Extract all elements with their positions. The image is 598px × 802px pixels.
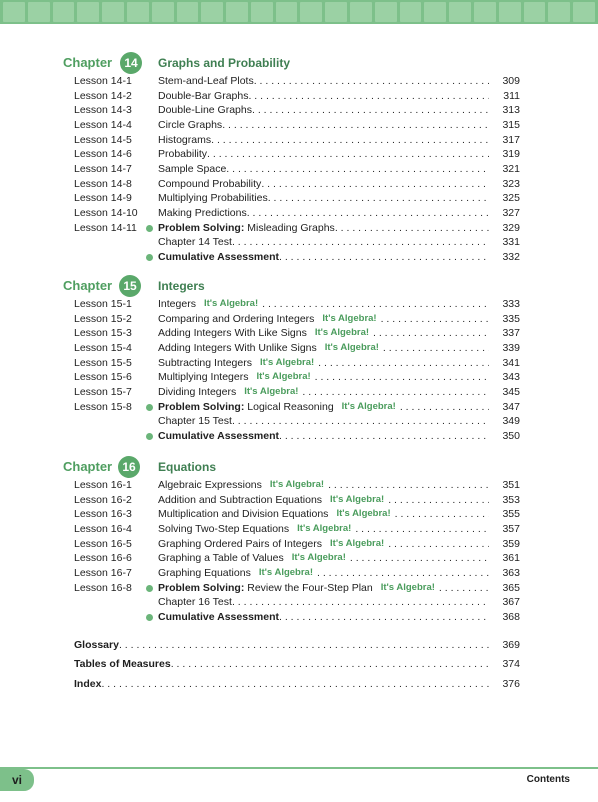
lesson-number: Lesson 14-2 bbox=[74, 89, 132, 102]
dot-leader bbox=[355, 523, 489, 535]
lesson-title: Multiplying Probabilities bbox=[158, 192, 268, 205]
dot-leader bbox=[262, 298, 489, 310]
dot-leader bbox=[254, 75, 489, 87]
page-number: 317 bbox=[502, 133, 520, 146]
lesson-title-wrap bbox=[158, 611, 279, 623]
lesson-number: Lesson 15-6 bbox=[74, 371, 132, 384]
lesson-title: Addition and Subtraction Equations bbox=[158, 493, 323, 506]
lesson-entry bbox=[158, 222, 489, 234]
green-bullet-icon bbox=[146, 404, 153, 411]
its-algebra-tag: It's Algebra! bbox=[297, 522, 352, 534]
lesson-title-wrap bbox=[158, 313, 314, 325]
lesson-entry bbox=[158, 236, 489, 248]
lesson-title-wrap bbox=[158, 163, 226, 175]
toc-row[interactable] bbox=[0, 222, 598, 237]
lesson-title: Logical Reasoning bbox=[244, 400, 334, 413]
lesson-number: Lesson 15-4 bbox=[74, 341, 132, 354]
lesson-number: Lesson 16-3 bbox=[74, 508, 132, 521]
page-number: 350 bbox=[502, 429, 520, 442]
lesson-emphasis: Problem Solving: bbox=[158, 581, 245, 594]
dot-leader bbox=[279, 430, 489, 442]
page-number: 325 bbox=[502, 192, 520, 205]
toc-row[interactable] bbox=[0, 134, 598, 149]
footer-rule bbox=[0, 767, 598, 802]
its-algebra-tag: It's Algebra! bbox=[322, 312, 377, 324]
toc-row[interactable] bbox=[0, 236, 598, 251]
lesson-entry bbox=[158, 148, 489, 160]
chapter-title: Integers bbox=[158, 279, 205, 293]
page-number: 339 bbox=[502, 341, 520, 354]
toc-row[interactable] bbox=[0, 327, 598, 342]
toc-row[interactable] bbox=[0, 552, 598, 567]
toc-row[interactable] bbox=[0, 538, 598, 553]
green-bullet-icon bbox=[146, 254, 153, 261]
back-matter-row[interactable] bbox=[0, 658, 598, 673]
lesson-title-wrap bbox=[158, 104, 252, 116]
lesson-entry bbox=[158, 415, 489, 427]
lesson-number: Lesson 14-11 bbox=[74, 221, 137, 234]
its-algebra-tag: It's Algebra! bbox=[341, 400, 396, 412]
lesson-title-wrap bbox=[158, 415, 232, 427]
green-bullet-icon bbox=[146, 614, 153, 621]
lesson-entry bbox=[158, 508, 489, 520]
lesson-title: Comparing and Ordering Integers bbox=[158, 312, 315, 325]
green-bullet-icon bbox=[146, 433, 153, 440]
back-matter-row[interactable] bbox=[0, 678, 598, 693]
dot-leader bbox=[318, 357, 489, 369]
its-algebra-tag: It's Algebra! bbox=[291, 552, 346, 564]
footer-section-label: Contents bbox=[526, 774, 570, 785]
page-number: 349 bbox=[502, 415, 520, 428]
page-number: 335 bbox=[502, 312, 520, 325]
lesson-entry bbox=[158, 386, 489, 398]
lesson-title-wrap bbox=[158, 552, 284, 564]
its-algebra-tag: It's Algebra! bbox=[244, 385, 299, 397]
toc-row[interactable] bbox=[0, 357, 598, 372]
lesson-entry bbox=[158, 552, 489, 564]
lesson-number: Lesson 16-5 bbox=[74, 537, 132, 550]
lesson-entry bbox=[158, 567, 489, 579]
toc-row[interactable] bbox=[0, 119, 598, 134]
dot-leader bbox=[335, 222, 489, 234]
lesson-number: Lesson 14-5 bbox=[74, 133, 132, 146]
lesson-entry bbox=[158, 494, 489, 506]
lesson-number: Lesson 14-7 bbox=[74, 162, 132, 175]
toc-row[interactable] bbox=[0, 251, 598, 266]
lesson-title: Chapter 15 Test bbox=[158, 415, 232, 428]
lesson-title-wrap bbox=[158, 494, 322, 506]
top-decorative-band bbox=[0, 0, 598, 24]
page-number: 355 bbox=[502, 508, 520, 521]
page-number: 329 bbox=[502, 221, 520, 234]
toc-row[interactable] bbox=[0, 192, 598, 207]
dot-leader bbox=[328, 479, 489, 491]
lesson-entry bbox=[158, 163, 489, 175]
page-number-badge: vi bbox=[0, 769, 34, 791]
lesson-title-wrap bbox=[158, 401, 334, 413]
lesson-entry bbox=[158, 251, 489, 263]
dot-leader bbox=[248, 90, 489, 102]
lesson-entry bbox=[158, 327, 489, 339]
lesson-title-wrap bbox=[158, 192, 268, 204]
dot-leader bbox=[302, 386, 489, 398]
lesson-title-wrap bbox=[158, 508, 328, 520]
page-number: 351 bbox=[502, 479, 520, 491]
dot-leader bbox=[171, 658, 489, 670]
dot-leader bbox=[252, 104, 489, 116]
page-number: 369 bbox=[502, 639, 520, 651]
its-algebra-tag: It's Algebra! bbox=[203, 298, 259, 309]
back-matter-title: Tables of Measures bbox=[74, 658, 171, 670]
lesson-number: Lesson 15-5 bbox=[74, 356, 132, 369]
lesson-emphasis: Cumulative Assessment bbox=[158, 610, 279, 623]
dot-leader bbox=[350, 552, 489, 564]
back-matter-entry bbox=[74, 639, 489, 651]
toc-row[interactable] bbox=[0, 207, 598, 222]
lesson-title-wrap bbox=[158, 538, 322, 550]
toc-row[interactable] bbox=[0, 313, 598, 328]
dot-leader bbox=[388, 494, 489, 506]
lesson-number: Lesson 14-8 bbox=[74, 177, 132, 190]
lesson-number: Lesson 15-1 bbox=[74, 298, 132, 310]
lesson-title: Compound Probability bbox=[158, 177, 262, 190]
lesson-title-wrap bbox=[158, 207, 247, 219]
back-matter-entry bbox=[74, 658, 489, 670]
lesson-title: Double-Bar Graphs bbox=[158, 89, 249, 102]
page-number: 347 bbox=[502, 400, 520, 413]
dot-leader bbox=[373, 327, 489, 339]
lesson-title: Double-Line Graphs bbox=[158, 104, 252, 117]
back-matter-entry bbox=[74, 678, 489, 690]
chapter-heading bbox=[0, 52, 598, 74]
lesson-emphasis: Problem Solving: bbox=[158, 400, 245, 413]
its-algebra-tag: It's Algebra! bbox=[256, 371, 311, 383]
lesson-title: Making Predictions bbox=[158, 206, 247, 219]
lesson-title: Chapter 14 Test bbox=[158, 236, 232, 249]
lesson-title: Sample Space bbox=[158, 162, 227, 175]
page-number: 332 bbox=[502, 250, 520, 263]
toc-row[interactable] bbox=[0, 415, 598, 430]
dot-leader bbox=[119, 639, 489, 651]
page-number: 376 bbox=[502, 678, 520, 690]
dot-leader bbox=[226, 163, 489, 175]
lesson-entry bbox=[158, 342, 489, 354]
lesson-title-wrap bbox=[158, 327, 307, 339]
page-number: 327 bbox=[502, 206, 520, 219]
dot-leader bbox=[101, 678, 489, 690]
lesson-number: Lesson 14-3 bbox=[74, 104, 132, 117]
lesson-entry bbox=[158, 430, 489, 442]
lesson-title: Graphing a Table of Values bbox=[158, 552, 284, 565]
dot-leader bbox=[400, 401, 489, 413]
lesson-number: Lesson 16-4 bbox=[74, 522, 132, 535]
toc-row[interactable] bbox=[0, 75, 598, 90]
page-number: 361 bbox=[502, 552, 520, 565]
page-number: 333 bbox=[502, 298, 520, 310]
back-matter-row[interactable] bbox=[0, 639, 598, 654]
dot-leader bbox=[232, 596, 489, 608]
page-number: 367 bbox=[502, 596, 520, 609]
toc-row[interactable] bbox=[0, 523, 598, 538]
toc-row[interactable] bbox=[0, 104, 598, 119]
toc-row[interactable] bbox=[0, 494, 598, 509]
lesson-title-wrap bbox=[158, 357, 252, 369]
lesson-number: Lesson 14-10 bbox=[74, 206, 138, 219]
chapter-number-badge: 16 bbox=[118, 456, 140, 478]
back-matter-title: Glossary bbox=[74, 639, 119, 651]
lesson-title: Integers bbox=[158, 298, 196, 310]
dot-leader bbox=[317, 567, 489, 579]
lesson-title-wrap bbox=[158, 596, 232, 608]
page-number: 319 bbox=[502, 148, 520, 161]
lesson-title: Histograms bbox=[158, 133, 212, 146]
lesson-title-wrap bbox=[158, 523, 289, 535]
lesson-entry bbox=[158, 75, 489, 87]
toc-row[interactable] bbox=[0, 342, 598, 357]
toc-row[interactable] bbox=[0, 430, 598, 445]
lesson-number: Lesson 15-8 bbox=[74, 400, 132, 413]
dot-leader bbox=[315, 371, 489, 383]
page-number: 343 bbox=[502, 371, 520, 384]
page-number: 309 bbox=[502, 75, 520, 87]
lesson-entry bbox=[158, 357, 489, 369]
lesson-emphasis: Cumulative Assessment bbox=[158, 250, 279, 263]
lesson-title-wrap bbox=[158, 75, 254, 87]
dot-leader bbox=[279, 251, 489, 263]
lesson-entry bbox=[158, 371, 489, 383]
lesson-title: Probability bbox=[158, 148, 208, 161]
lesson-number: Lesson 16-6 bbox=[74, 552, 132, 565]
dot-leader bbox=[247, 207, 489, 219]
page-number: 321 bbox=[502, 162, 520, 175]
toc-row[interactable] bbox=[0, 298, 598, 313]
page-number: 331 bbox=[502, 236, 520, 249]
lesson-number: Lesson 15-2 bbox=[74, 312, 132, 325]
lesson-title: Multiplication and Division Equations bbox=[158, 508, 329, 521]
lesson-title-wrap bbox=[158, 386, 236, 398]
lesson-entry bbox=[158, 313, 489, 325]
lesson-number: Lesson 16-2 bbox=[74, 493, 132, 506]
green-bullet-icon bbox=[146, 585, 153, 592]
dot-leader bbox=[279, 611, 489, 623]
lesson-entry bbox=[158, 207, 489, 219]
lesson-title: Graphing Ordered Pairs of Integers bbox=[158, 537, 323, 550]
its-algebra-tag: It's Algebra! bbox=[330, 493, 385, 505]
lesson-entry bbox=[158, 611, 489, 623]
lesson-title: Graphing Equations bbox=[158, 566, 251, 579]
lesson-title-wrap bbox=[158, 342, 317, 354]
toc-row[interactable] bbox=[0, 508, 598, 523]
its-algebra-tag: It's Algebra! bbox=[259, 356, 315, 368]
chapter-number-badge: 15 bbox=[119, 275, 141, 297]
lesson-title-wrap bbox=[158, 90, 248, 102]
lesson-entry bbox=[158, 401, 489, 413]
lesson-title: Adding Integers With Like Signs bbox=[158, 327, 307, 340]
chapter-title: Equations bbox=[158, 460, 217, 474]
lesson-entry bbox=[158, 192, 489, 204]
lesson-number: Lesson 14-4 bbox=[74, 118, 132, 131]
its-algebra-tag: It's Algebra! bbox=[324, 341, 379, 353]
page-number: 337 bbox=[502, 327, 520, 340]
page-number: 368 bbox=[502, 610, 520, 623]
lesson-entry bbox=[158, 596, 489, 608]
lesson-title-wrap bbox=[158, 222, 335, 234]
page-number: 365 bbox=[502, 581, 520, 594]
dot-leader bbox=[439, 582, 489, 594]
lesson-title: Review the Four-Step Plan bbox=[244, 581, 373, 594]
dot-leader bbox=[211, 134, 489, 146]
dot-leader bbox=[268, 192, 489, 204]
lesson-entry bbox=[158, 104, 489, 116]
page-number: 353 bbox=[502, 493, 520, 506]
lesson-entry bbox=[158, 523, 489, 535]
toc-row[interactable] bbox=[0, 596, 598, 611]
lesson-entry bbox=[158, 90, 489, 102]
lesson-number: Lesson 14-6 bbox=[74, 148, 132, 161]
lesson-title: Adding Integers With Unlike Signs bbox=[158, 341, 317, 354]
chapter-word: Chapter bbox=[63, 278, 113, 293]
lesson-title: Dividing Integers bbox=[158, 385, 237, 398]
dot-leader bbox=[383, 342, 489, 354]
page-number: 323 bbox=[502, 177, 520, 190]
lesson-title: Multiplying Integers bbox=[158, 371, 249, 384]
toc-row[interactable] bbox=[0, 567, 598, 582]
page-number: 374 bbox=[502, 658, 520, 670]
page-number: 359 bbox=[502, 537, 520, 550]
lesson-entry bbox=[158, 134, 489, 146]
lesson-emphasis: Problem Solving: bbox=[158, 221, 245, 234]
its-algebra-tag: It's Algebra! bbox=[314, 327, 370, 339]
lesson-title-wrap bbox=[158, 251, 279, 263]
toc-row[interactable] bbox=[0, 401, 598, 416]
lesson-entry bbox=[158, 479, 489, 491]
lesson-title: Circle Graphs bbox=[158, 118, 223, 131]
toc-row[interactable] bbox=[0, 479, 598, 494]
page-number: 311 bbox=[503, 89, 520, 102]
dot-leader bbox=[261, 178, 489, 190]
lesson-title-wrap bbox=[158, 178, 261, 190]
chapter-heading bbox=[0, 456, 598, 478]
lesson-number: Lesson 15-7 bbox=[74, 385, 132, 398]
lesson-number: Lesson 16-7 bbox=[74, 566, 132, 579]
page-number: 345 bbox=[502, 385, 520, 398]
dot-leader bbox=[207, 148, 489, 160]
lesson-number: Lesson 15-3 bbox=[74, 327, 132, 340]
chapter-title: Graphs and Probability bbox=[158, 56, 291, 70]
lesson-title-wrap bbox=[158, 119, 222, 131]
lesson-title: Solving Two-Step Equations bbox=[158, 522, 290, 535]
chapter-word: Chapter bbox=[63, 459, 113, 474]
lesson-emphasis: Cumulative Assessment bbox=[158, 429, 279, 442]
dot-leader bbox=[232, 415, 489, 427]
toc-row[interactable] bbox=[0, 611, 598, 626]
lesson-title: Subtracting Integers bbox=[158, 356, 252, 369]
dot-leader bbox=[232, 236, 489, 248]
dot-leader bbox=[388, 538, 489, 550]
lesson-title-wrap bbox=[158, 567, 251, 579]
chapter-word: Chapter bbox=[63, 55, 113, 70]
its-algebra-tag: It's Algebra! bbox=[336, 508, 391, 520]
lesson-title: Stem-and-Leaf Plots bbox=[158, 75, 254, 87]
lesson-entry bbox=[158, 178, 489, 190]
dot-leader bbox=[395, 508, 489, 520]
lesson-number: Lesson 14-1 bbox=[74, 75, 132, 87]
lesson-entry bbox=[158, 119, 489, 131]
page-number: 363 bbox=[502, 566, 520, 579]
lesson-entry bbox=[158, 298, 489, 310]
lesson-title-wrap bbox=[158, 236, 232, 248]
chapter-number-badge: 14 bbox=[120, 52, 142, 74]
lesson-title-wrap bbox=[158, 134, 211, 146]
lesson-number: Lesson 16-8 bbox=[74, 581, 132, 594]
lesson-title-wrap bbox=[158, 371, 248, 383]
toc-row[interactable] bbox=[0, 178, 598, 193]
back-matter-title: Index bbox=[74, 678, 102, 690]
dot-leader bbox=[222, 119, 489, 131]
toc-row[interactable] bbox=[0, 163, 598, 178]
lesson-title: Algebraic Expressions bbox=[158, 479, 262, 491]
lesson-number: Lesson 16-1 bbox=[74, 479, 132, 491]
its-algebra-tag: It's Algebra! bbox=[269, 479, 325, 490]
dot-leader bbox=[381, 313, 489, 325]
page-number: 313 bbox=[502, 104, 520, 117]
toc-row[interactable] bbox=[0, 371, 598, 386]
lesson-title-wrap bbox=[158, 298, 196, 310]
lesson-entry bbox=[158, 582, 489, 594]
its-algebra-tag: It's Algebra! bbox=[330, 537, 385, 549]
green-bullet-icon bbox=[146, 225, 153, 232]
toc-row[interactable] bbox=[0, 90, 598, 105]
toc-row[interactable] bbox=[0, 386, 598, 401]
its-algebra-tag: It's Algebra! bbox=[380, 581, 435, 593]
its-algebra-tag: It's Algebra! bbox=[258, 566, 313, 578]
page-number: 315 bbox=[502, 118, 520, 131]
lesson-number: Lesson 14-9 bbox=[74, 192, 132, 205]
lesson-title-wrap bbox=[158, 479, 262, 491]
lesson-title: Chapter 16 Test bbox=[158, 596, 232, 609]
toc-row[interactable] bbox=[0, 148, 598, 163]
lesson-title-wrap bbox=[158, 148, 207, 160]
chapter-heading bbox=[0, 275, 598, 297]
page-number: 341 bbox=[502, 356, 520, 369]
page-number: 357 bbox=[502, 522, 520, 535]
lesson-title: Misleading Graphs bbox=[244, 221, 335, 234]
toc-row[interactable] bbox=[0, 582, 598, 597]
lesson-entry bbox=[158, 538, 489, 550]
lesson-title-wrap bbox=[158, 582, 373, 594]
lesson-title-wrap bbox=[158, 430, 279, 442]
